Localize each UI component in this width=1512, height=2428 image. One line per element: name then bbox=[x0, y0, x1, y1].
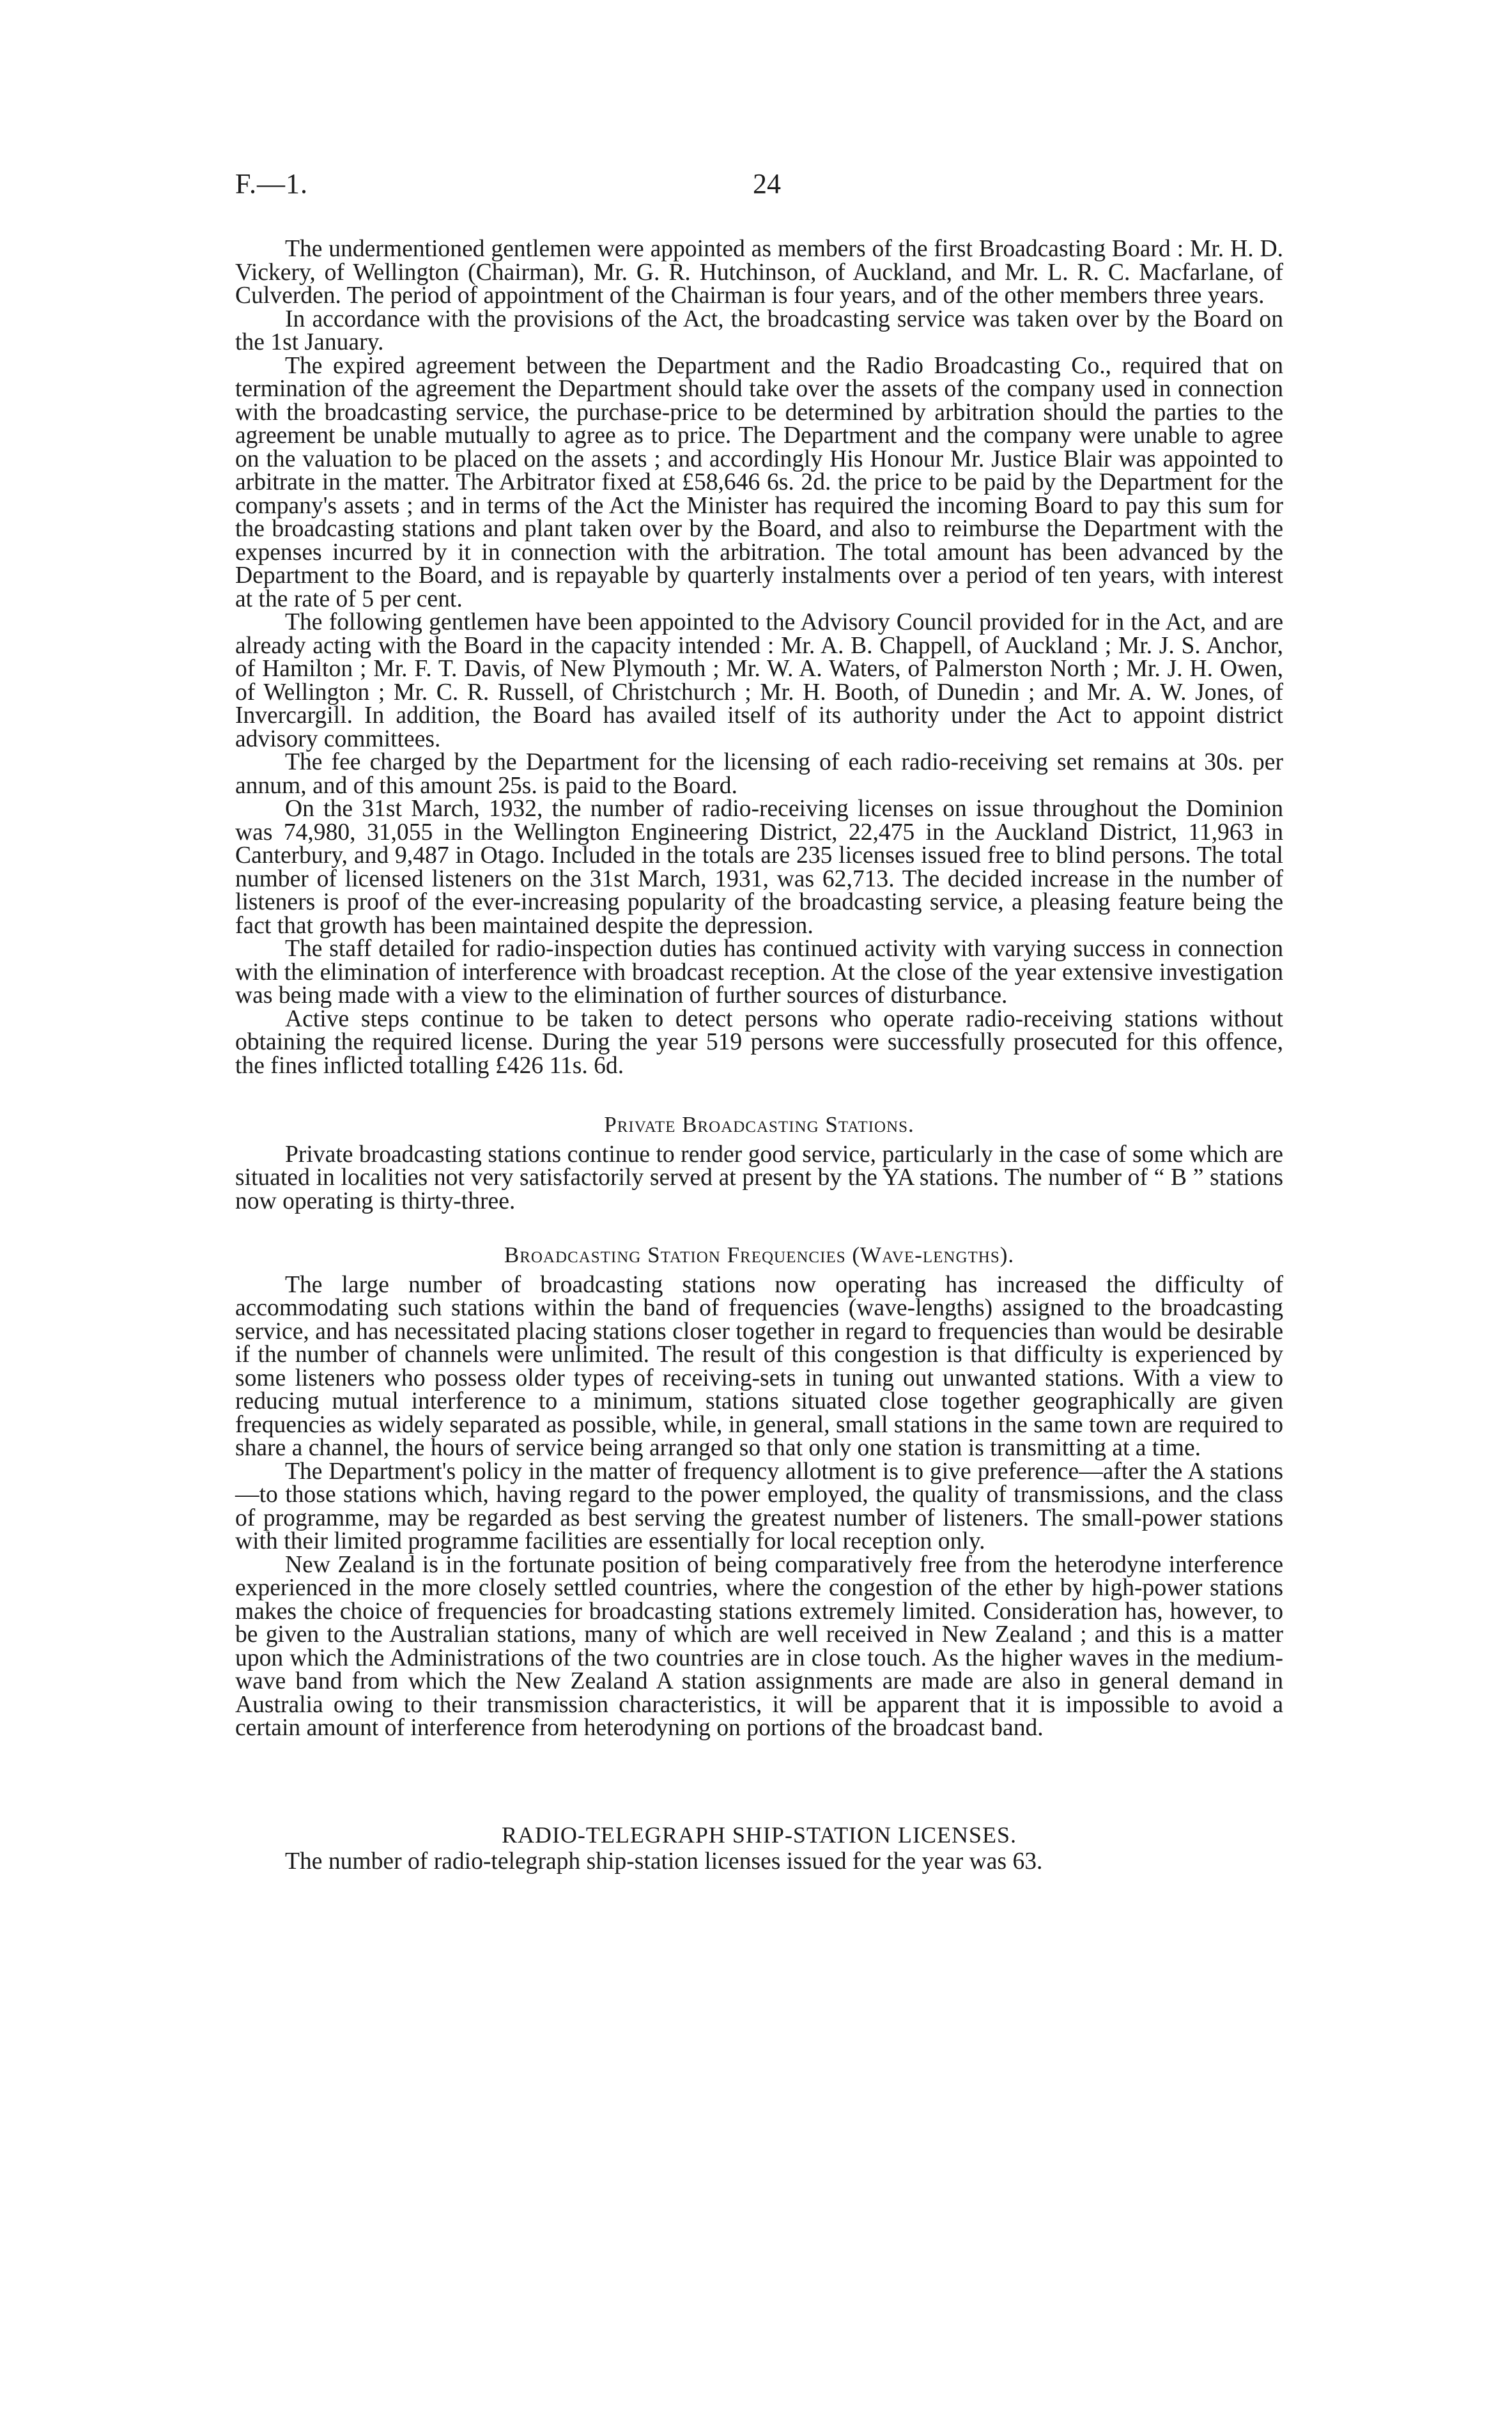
paragraph-frequency-policy: The Department's policy in the matter of frequency allotment is to give preference—after the A stations—to those stations which, having regard to the power employed, the quality of transmissions, and the class of programme, may be regarded as best serving the greatest number of listeners. The small-power stations with their limited programme facilities are essentially for local reception only. bbox=[235, 1458, 1283, 1554]
page-number: 24 bbox=[753, 168, 781, 199]
heading-ship-station-licenses: RADIO-TELEGRAPH SHIP-STATION LICENSES. bbox=[501, 1821, 1017, 1848]
paragraph-prosecutions: Active steps continue to be taken to detect persons who operate radio-receiving stations without obtaining the required license. During the year 519 persons were successfully prosecuted for this offence, the fines inflicted totalling £426 11s. 6d. bbox=[235, 1005, 1283, 1079]
paragraph-australian-interference: New Zealand is in the fortunate position of being comparatively free from the heterodyne interference experienced in the more closely settled countries, where the congestion of the ether by high-power stations makes the choice of frequencies for broadcasting stations extremely limited. Consideration has, however, to be given to the Australian stations, many of which are well received in New Zealand ; and this is a matter upon which the Administrations of the two countries are in close touch. As the higher waves in the medium-wave band from which the New Zealand A station assignments are made are also in general demand in Australia owing to their transmission characteristics, it will be apparent that it is impossible to avoid a certain amount of interference from heterodyning on portions of the broadcast band. bbox=[235, 1551, 1283, 1741]
paragraph-frequency-congestion: The large number of broadcasting stations now operating has increased the difficulty of accommodating such stations within the band of frequencies (wave-lengths) assigned to the broadcasting service, and has necessitated placing stations closer together in regard to frequencies than would be desirable if the number of channels were unlimited. The result of this congestion is that difficulty is experienced by some listeners who possess older types of receiving-sets in tuning out unwanted stations. With a view to reducing mutual interference to a minimum, stations situated close together geographically are given frequencies as widely separated as possible, while, in general, small stations in the same town are required to share a channel, the hours of service being arranged so that only one station is transmitting at a time. bbox=[235, 1271, 1283, 1461]
document-reference: F.—1. bbox=[235, 168, 308, 199]
paragraph-board-takeover: In accordance with the provisions of the Act, the broadcasting service was taken over by the Board on the 1st January. bbox=[235, 305, 1283, 355]
paragraph-advisory-council: The following gentlemen have been appointed to the Advisory Council provided for in the Act, and are already acting with the Board in the capacity intended : Mr. A. B. Chappell, of Auckland ; Mr. J. S. Anchor, of Hamilton ; Mr. F. T. Davis, of New Plymouth ; Mr. W. A. Waters, of Palmerston North ; Mr. J. H. Owen, of Wellington ; Mr. C. R. Russell, of Christchurch ; Mr. H. Booth, of Dunedin ; and Mr. A. W. Jones, of Invercargill. In addition, the Board has availed itself of its authority under the Act to appoint district advisory committees. bbox=[235, 609, 1283, 752]
paragraph-board-members: The undermentioned gentlemen were appointed as members of the first Broadcasting Board : Mr. H. D. Vickery, of Wellington (Chairman), Mr. G. R. Hutchinson, of Auckland, and Mr. L. R. C. Macfarlane, of Culverden. The period of appointment of the Chairman is four years, and of the other members three years. bbox=[235, 236, 1283, 309]
heading-private-stations: Private Broadcasting Stations. bbox=[604, 1112, 914, 1137]
heading-station-frequencies: Broadcasting Station Frequencies (Wave-lengths). bbox=[504, 1242, 1015, 1267]
body-text bbox=[235, 238, 1283, 1874]
paragraph-license-numbers: On the 31st March, 1932, the number of radio-receiving licenses on issue throughout the Dominion was 74,980, 31,055 in the Wellington Engineering District, 22,475 in the Auckland District, 11,963 in Canterbury, and 9,487 in Otago. Included in the totals are 235 licenses issued free to blind persons. The total number of licensed listeners on the 31st March, 1931, was 62,713. The decided increase in the number of listeners is proof of the ever-increasing popularity of the broadcasting service, a pleasing feature being the fact that growth has been maintained despite the depression. bbox=[235, 796, 1283, 939]
paragraph-license-fee: The fee charged by the Department for the licensing of each radio-receiving set remains at 30s. per annum, and of this amount 25s. is paid to the Board. bbox=[235, 749, 1283, 799]
paragraph-private-stations: Private broadcasting stations continue to render good service, particularly in the case of some which are situated in localities not very satisfactorily served at present by the YA stations. The number of “ B ” stations now operating is thirty-three. bbox=[235, 1141, 1283, 1214]
paragraph-arbitration: The expired agreement between the Department and the Radio Broadcasting Co., required that on termination of the agreement the Department should take over the assets of the company used in connection with the broadcasting service, the purchase-price to be determined by arbitration should the parties to the agreement be unable mutually to agree as to price. The Department and the company were unable to agree on the valuation to be placed on the assets ; and accordingly His Honour Mr. Justice Blair was appointed to arbitrate in the matter. The Arbitrator fixed at £58,646 6s. 2d. the price to be paid by the Department for the company's assets ; and in terms of the Act the Minister has required the incoming Board to pay this sum for the broadcasting stations and plant taken over by the Board, and also to reimburse the Department with the expenses incurred by it in connection with the arbitration. The total amount has been advanced by the Department to the Board, and is repayable by quarterly instalments over a period of ten years, with interest at the rate of 5 per cent. bbox=[235, 352, 1283, 612]
paragraph-inspection-staff: The staff detailed for radio-inspection duties has continued activity with varying success in connection with the elimination of interference with broadcast reception. At the close of the year extensive investigation was being made with a view to the elimination of further sources of disturbance. bbox=[235, 936, 1283, 1009]
paragraph-ship-licenses: The number of radio-telegraph ship-station licenses issued for the year was 63. bbox=[285, 1848, 1043, 1875]
